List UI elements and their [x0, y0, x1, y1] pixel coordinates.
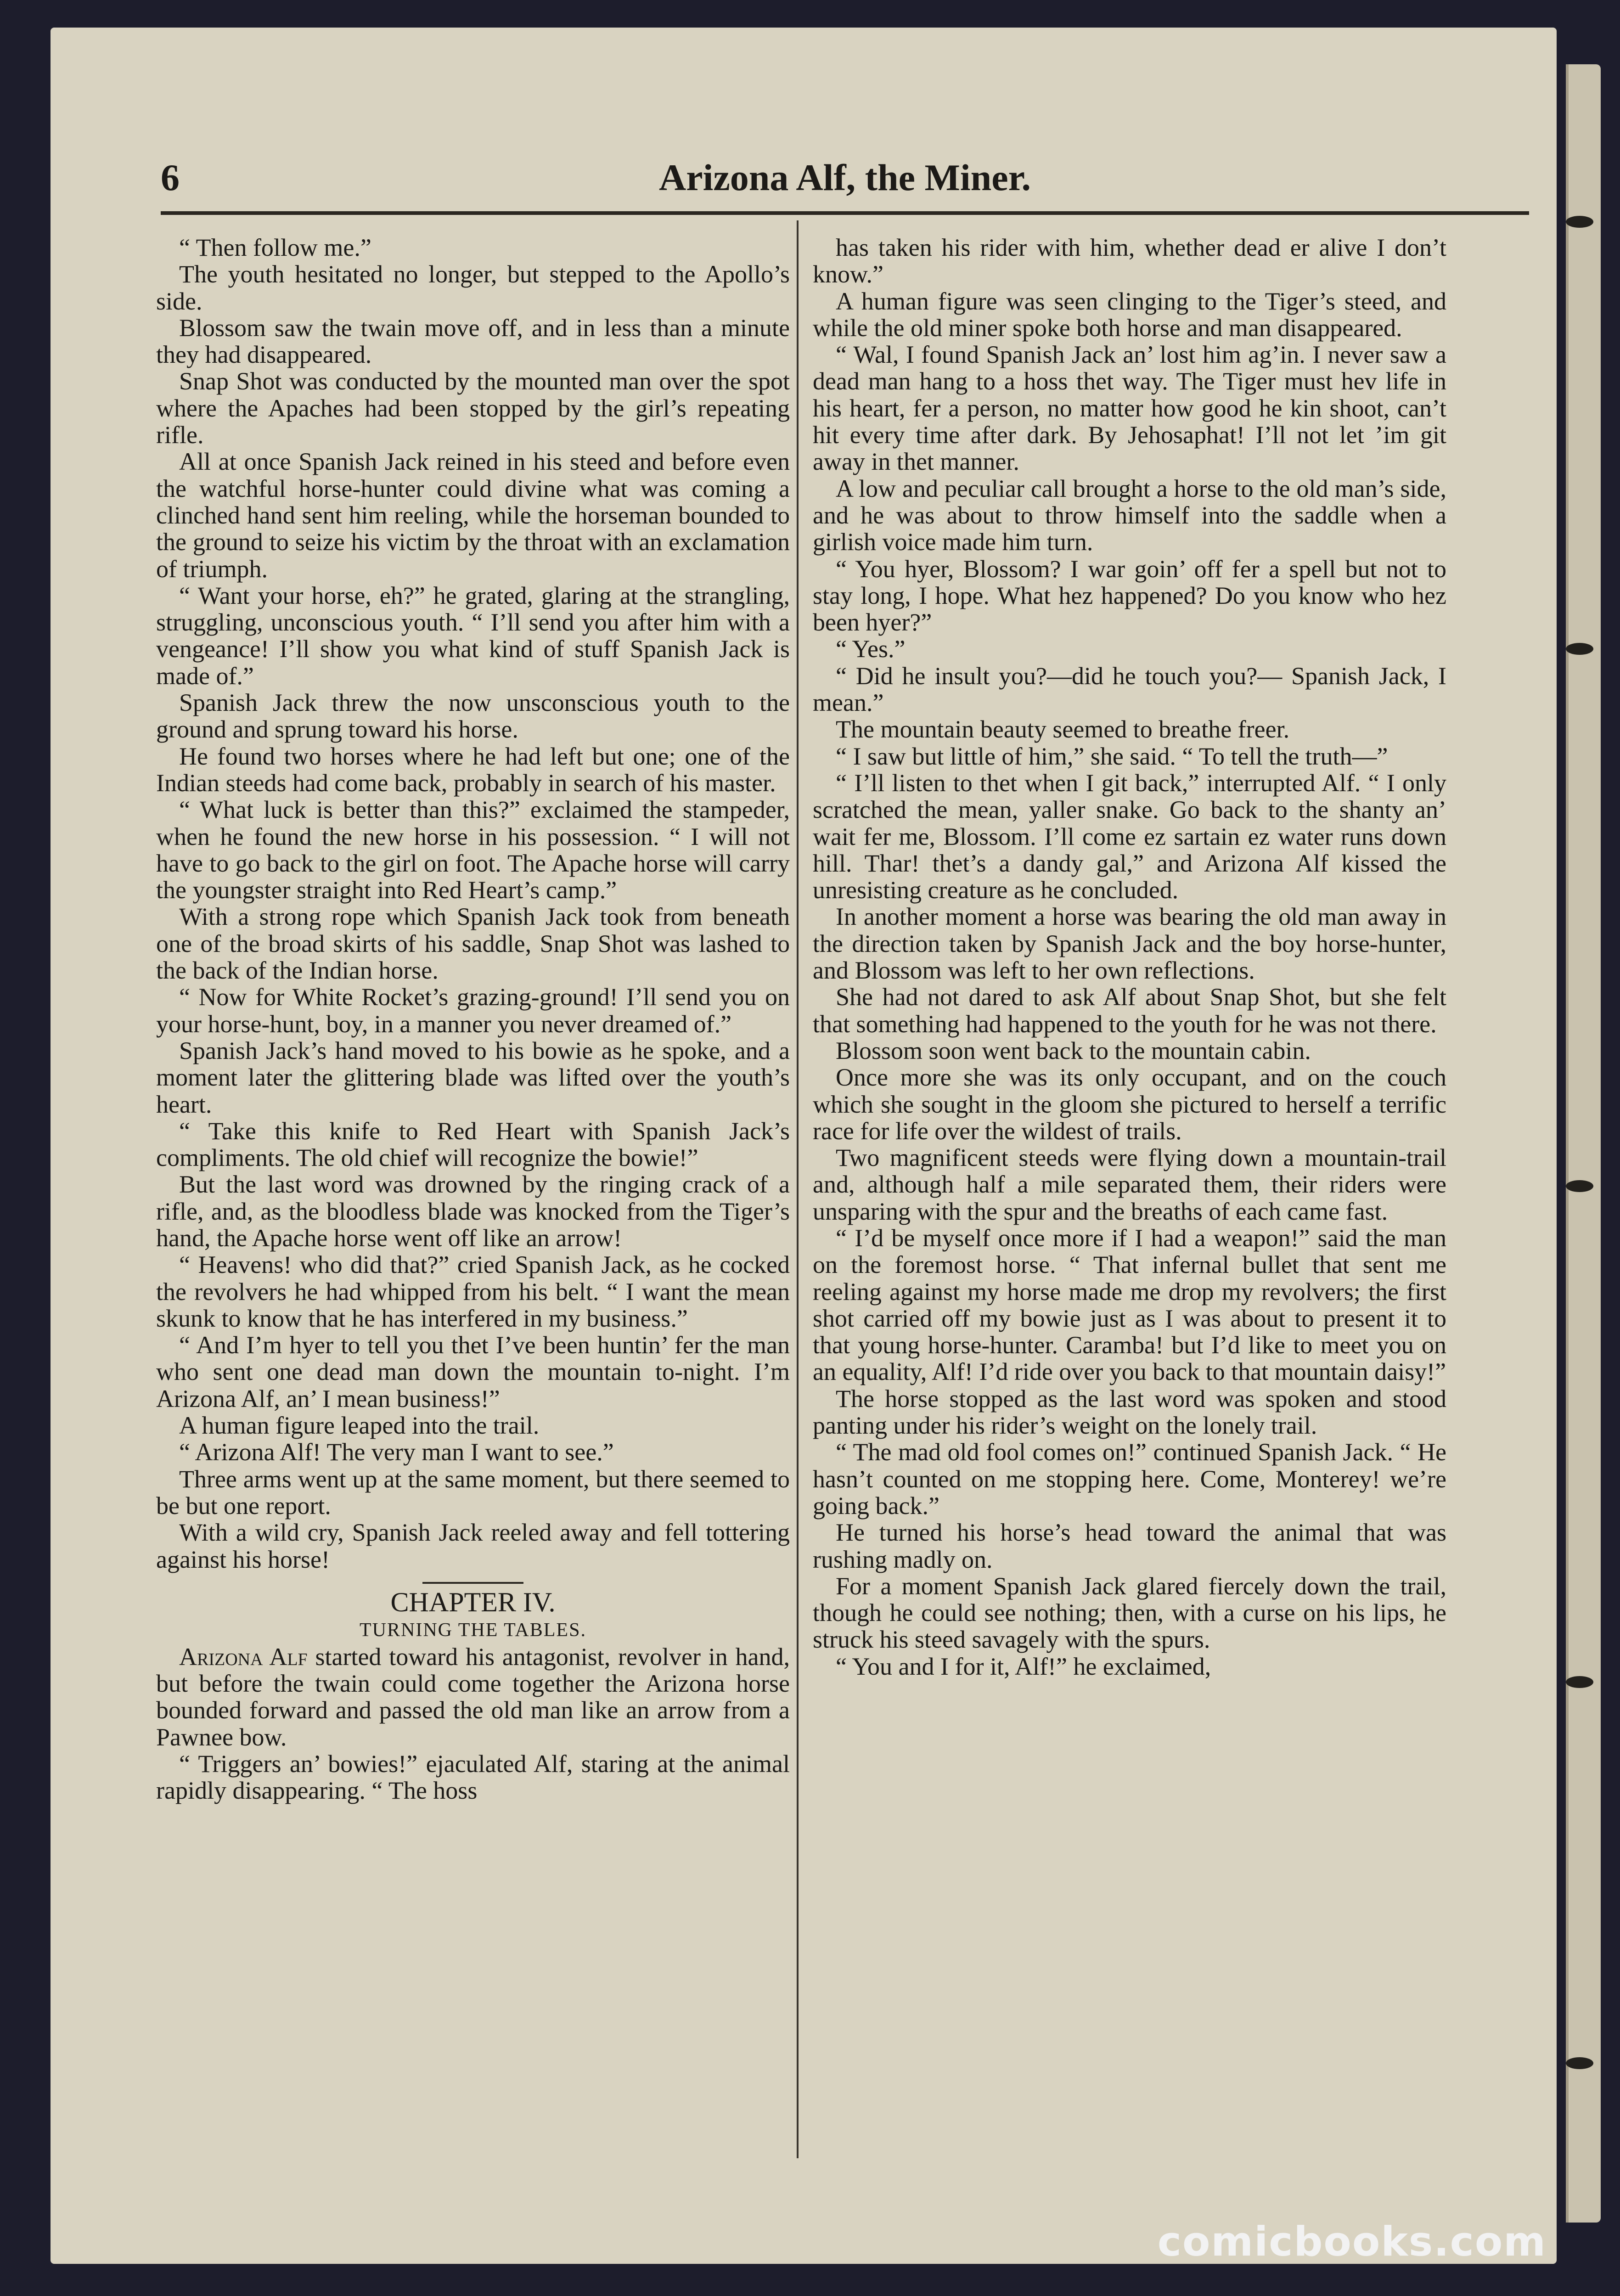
- paragraph: “ You hyer, Blossom? I war goin’ off fer a spell but not to stay long, I hope. What hez happened? Do you know who hez been hyer?”: [813, 555, 1446, 636]
- binding-stitch: [1566, 216, 1593, 228]
- paragraph: He found two horses where he had left but one; one of the Indian steeds had come back, probably in search of his master.: [156, 742, 790, 797]
- paragraph: “ Triggers an’ bowies!” ejaculated Alf, staring at the animal rapidly disappearing. “ The hoss: [156, 1750, 790, 1805]
- chapter-first-paragraph: [156, 1643, 790, 1750]
- paragraph: For a moment Spanish Jack glared fiercely down the trail, though he could see nothing; then, with a curse on his lips, he struck his steed savagely with the spurs.: [813, 1572, 1446, 1654]
- paragraph: Three arms went up at the same moment, but there seemed to be but one report.: [156, 1465, 790, 1519]
- chapter-subtitle: TURNING THE TABLES.: [360, 1619, 586, 1641]
- binding-stitch: [1566, 2057, 1593, 2069]
- left-column: [156, 234, 790, 2158]
- right-column-paragraphs: [813, 234, 1446, 1680]
- chapter-first-paragraph-text: started toward his antagonist, revolver in hand, but before the twain could come together the Arizona horse bounded forward and passed the old man like an arrow from a Pawnee bow.: [156, 1643, 790, 1751]
- paragraph: “ The mad old fool comes on!” continued Spanish Jack. “ He hasn’t counted on me stopping here. Come, Monterey! we’re going back.”: [813, 1438, 1446, 1519]
- next-page-edge: [1566, 64, 1601, 2223]
- binding-stitch: [1566, 1180, 1593, 1192]
- left-column-paragraphs: [156, 234, 790, 1573]
- paragraph: Two magnificent steeds were flying down a mountain-trail and, although half a mile separated them, their riders were unsparing with the spur and the breaths of each came fast.: [813, 1144, 1446, 1225]
- site-watermark: comicbooks.com: [1157, 2218, 1547, 2265]
- paragraph: “ What luck is better than this?” exclaimed the stampeder, when he found the new horse in his possession. “ I will not have to go back to the girl on foot. The Apache horse will carry the youngster straight into Red Heart’s camp.”: [156, 796, 790, 904]
- running-title: Arizona Alf, the Miner.: [658, 157, 1031, 198]
- paragraph: A human figure was seen clinging to the Tiger’s steed, and while the old miner spoke both horse and man disappeared.: [813, 287, 1446, 342]
- paragraph: “ Wal, I found Spanish Jack an’ lost him ag’in. I never saw a dead man hang to a hoss thet way. The Tiger must hev life in his heart, fer a person, no matter how good he kin shoot, can’t hit every time after dark. By Jehosaphat! I’ll not let ’im git away in thet manner.: [813, 341, 1446, 476]
- paragraph: He turned his horse’s head toward the animal that was rushing madly on.: [813, 1519, 1446, 1573]
- paragraph: All at once Spanish Jack reined in his steed and before even the watchful horse-hunter could divine what was coming a clinched hand sent him reeling, while the horseman bounded to the ground to seize his victim by the throat with an exclamation of triumph.: [156, 448, 790, 583]
- paragraph: In another moment a horse was bearing the old man away in the direction taken by Spanish Jack and the boy horse-hunter, and Blossom was left to her own reflections.: [813, 903, 1446, 985]
- column-divider: [797, 220, 799, 2158]
- paragraph: “ And I’m hyer to tell you thet I’ve been huntin’ fer the man who sent one dead man down the mountain to-night. I’m Arizona Alf, an’ I mean business!”: [156, 1331, 790, 1412]
- paragraph: “ Arizona Alf! The very man I want to see.”: [179, 1438, 614, 1466]
- paragraph: “ I’ll listen to thet when I git back,” interrupted Alf. “ I only scratched the mean, yaller snake. Go back to the shanty an’ wait fer me, Blossom. I’ll come ez sartain ez water runs down hill. Thar! thet’s a dandy gal,” and Arizona Alf kissed the unresisting creature as he concluded.: [813, 769, 1446, 904]
- paragraph: She had not dared to ask Alf about Snap Shot, but she felt that something had happened to the youth for he was not there.: [813, 983, 1446, 1038]
- running-header: [161, 152, 1529, 215]
- paragraph: “ Take this knife to Red Heart with Spanish Jack’s compliments. The old chief will recognize the bowie!”: [156, 1117, 790, 1172]
- paragraph: “ Did he insult you?—did he touch you?— Spanish Jack, I mean.”: [813, 662, 1446, 717]
- paragraph: has taken his rider with him, whether dead er alive I don’t know.”: [813, 234, 1446, 288]
- paragraph: “ Heavens! who did that?” cried Spanish Jack, as he cocked the revolvers he had whipped from his belt. “ I want the mean skunk to know that he has interfered in my business.”: [156, 1251, 790, 1332]
- paragraph: “ Then follow me.”: [179, 234, 371, 261]
- page-number: 6: [161, 157, 180, 198]
- paragraph: Blossom soon went back to the mountain cabin.: [836, 1036, 1311, 1064]
- paragraph: The youth hesitated no longer, but stepped to the Apollo’s side.: [156, 260, 790, 315]
- paragraph: “ Yes.”: [836, 635, 906, 663]
- paragraph: With a strong rope which Spanish Jack took from beneath one of the broad skirts of his saddle, Snap Shot was lashed to the back of the Indian horse.: [156, 903, 790, 985]
- paragraph: “ Want your horse, eh?” he grated, glaring at the strangling, struggling, unconscious youth. “ I’ll send you after him with a vengeance! I’ll show you what kind of stuff Spanish Jack is made of.”: [156, 581, 790, 690]
- paragraph: “ Now for White Rocket’s grazing-ground! I’ll send you on your horse-hunt, boy, in a manner you never dreamed of.”: [156, 983, 790, 1038]
- chapter-lead-in: Arizona Alf: [179, 1643, 308, 1671]
- paragraph: “ I’d be myself once more if I had a weapon!” said the man on the foremost horse. “ That infernal bullet that sent me reeling against my horse made me drop my revolvers; the first shot carried off my bowie just as I was about to present it to that young horse-hunter. Caramba! but I’d like to meet you on an equality, Alf! I’d ride over you back to that mountain daisy!”: [813, 1224, 1446, 1386]
- paragraph: Snap Shot was conducted by the mounted man over the spot where the Apaches had been stopped by the girl’s repeating rifle.: [156, 367, 790, 449]
- paragraph: “ I saw but little of him,” she said. “ To tell the truth—”: [836, 742, 1388, 770]
- paragraph: The mountain beauty seemed to breathe freer.: [836, 715, 1290, 743]
- paragraph: “ You and I for it, Alf!” he exclaimed,: [836, 1652, 1211, 1680]
- paragraph: A human figure leaped into the trail.: [179, 1412, 540, 1440]
- paragraph: A low and peculiar call brought a horse to the old man’s side, and he was about to throw himself into the saddle when a girlish voice made him turn.: [813, 474, 1446, 556]
- binding-stitch: [1566, 643, 1593, 655]
- paragraph: Spanish Jack threw the now unsconscious youth to the ground and sprung toward his horse.: [156, 689, 790, 743]
- right-column: [813, 234, 1446, 2158]
- chapter-divider: [422, 1582, 523, 1584]
- paragraph: With a wild cry, Spanish Jack reeled away and fell tottering against his horse!: [156, 1519, 790, 1573]
- binding-stitch: [1566, 1676, 1593, 1688]
- paragraph: The horse stopped as the last word was spoken and stood panting under his rider’s weight on the lonely trail.: [813, 1384, 1446, 1440]
- paragraph: Spanish Jack’s hand moved to his bowie as he spoke, and a moment later the glittering blade was lifted over the youth’s heart.: [156, 1036, 790, 1118]
- paragraph: Once more she was its only occupant, and on the couch which she sought in the gloom she pictured to herself a terrific race for life over the wildest of trails.: [813, 1064, 1446, 1145]
- paragraph: Blossom saw the twain move off, and in less than a minute they had disappeared.: [156, 314, 790, 369]
- chapter-title: CHAPTER IV.: [390, 1587, 556, 1617]
- chapter-paragraphs: [156, 1750, 790, 1804]
- paragraph: But the last word was drowned by the ringing crack of a rifle, and, as the bloodless blade was knocked from the Tiger’s hand, the Apache horse went off like an arrow!: [156, 1171, 790, 1252]
